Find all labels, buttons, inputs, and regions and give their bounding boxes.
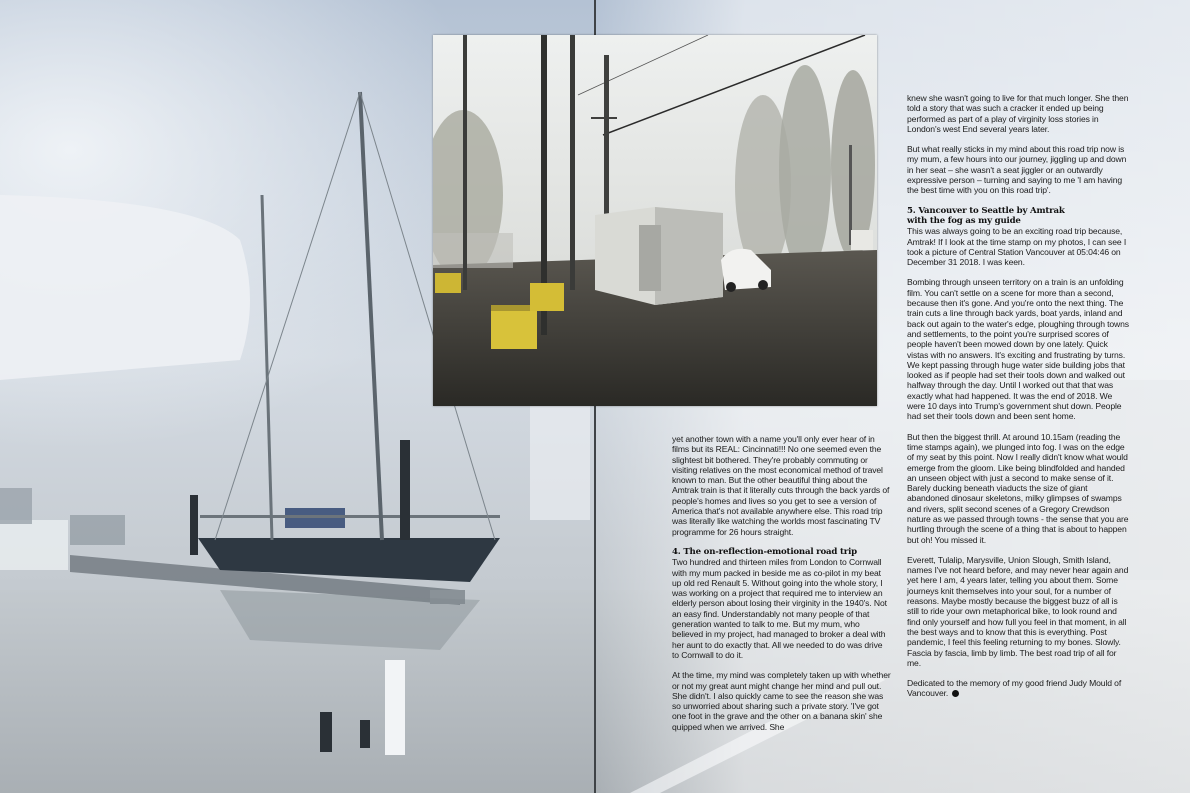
inset-photo-foggy-lot [433,35,877,406]
paragraph: But what really sticks in my mind about this road trip now is my mum, a few hours into our journey, jiggling up and down in her seat – she wasn't a seat jiggler or an outwardly expressive person – turning and saying to me 'I am having the best time with you on this road trip'. [907,144,1127,196]
article-column-right [907,93,1129,709]
section-heading-5-line2: with the fog as my guide [907,215,1021,226]
dedication-text: Dedicated to the memory of my good friend Judy Mould of Vancouver. [907,678,1122,699]
end-mark-icon [952,690,959,697]
paragraph: But then the biggest thrill. At around 10.15am (reading the time stamps again), we plunged into fog. I was on the edge of my seat by this point. Now I really didn't know what would emerge from the gloom. Like being blindfolded and handed an unseen object with just a second to make sense of it. Barely ducking beneath viaducts the size of giant abandoned dinosaur skeletons, milky glimpses of swamps and rivers, split second scenes of a Gregory Crewdson nature as we passed through towns - the sense that you are hurtling through the scene of a thing that is about to happen but oh! You missed it. [907,431,1129,545]
article-column-left [672,434,891,742]
foggy-lot-illustration [433,35,877,406]
paragraph: Bombing through unseen territory on a train is an unfolding film. You can't settle on a scene for more than a second, because then it's gone. And you're onto the next thing. The train cuts a line through back yards, boat yards, inland and back out again to the water's edge, ploughing through towns and settlements, to the point you're surprised scores of people haven't been mowed down by one lately. Quick vistas with no answers. It's exciting and frustrating by turns. We kept passing through huge water side building jobs that looked as if people had set their tools down and walked out halfway through the day. Until I worked out that that was exactly what had happened. It was the end of 2018. We were 10 days into Trump's government shut down. People had set their tools down and been sent home. [907,277,1129,422]
dedication [907,678,1129,699]
paragraph: At the time, my mind was completely taken up with whether or not my great aunt might change her mind and pull out. She didn't. I also quickly came to see the reason she was so unworried about sharing such a private story. 'I've got one foot in the grave and the other on a banana skin' she quipped when we arrived. She [672,670,891,732]
paragraph: Everett, Tulalip, Marysville, Union Slough, Smith Island, names I've not heard before, and may never hear again and yet here I am, 4 years later, telling you about them. Some journeys knit themselves into your soul, for a number of reasons. Maybe mostly because the biggest buzz of all is still to ride your own metaphorical bike, to look round and find only yourself and how full you feel in that moment, in all the best ways and to know that this is everything. Post pandemic, I feel this feeling returning to my bones. Slowly. Fascia by fascia, limb by limb. The best road trip of all for me. [907,554,1129,668]
paragraph: knew she wasn't going to live for that much longer. She then told a story that was such a cracker it ended up being performed as part of a play of virginity loss stories in London's west End several years later. [907,93,1129,134]
paragraph: yet another town with a name you'll only ever hear of in films but its REAL: Cincinnati!!! No one seemed even the slightest bit bothered. They're probably commuting or visiting relatives on the most economical method of travel known to man. But the other beautiful thing about the Amtrak train is that it literally cuts through the back yards of people's homes and lives so you get to see a version of America that's not available anywhere else. This road trip was literally like watching the worlds most fascinating TV programme for 26 hours straight. [672,434,890,537]
paragraph: Two hundred and thirteen miles from London to Cornwall with my mum packed in beside me as co-pilot in my beat up old red Renault 5. Without going into the whole story, I was working on a project that required me to interview an elderly person about losing their virginity in the 1940's. Not an easy find. Understandably not many people of that generation wanted to talk to me. But my mum, who believed in my project, had managed to broker a deal with her aunt to do exactly that. All we needed to do was drive to Cornwall to do it. [672,557,887,660]
section-heading-5 [907,206,1129,227]
section-heading-4: 4. The on-reflection-emotional road trip [672,546,857,557]
paragraph: This was always going to be an exciting road trip because, Amtrak! If I look at the time stamp on my photos, I can see I took a picture of Central Station Vancouver at 05:04:46 on December 31 2018. I was keen. [907,226,1127,268]
section-heading-5-line1: 5. Vancouver to Seattle by Amtrak [907,205,1065,216]
